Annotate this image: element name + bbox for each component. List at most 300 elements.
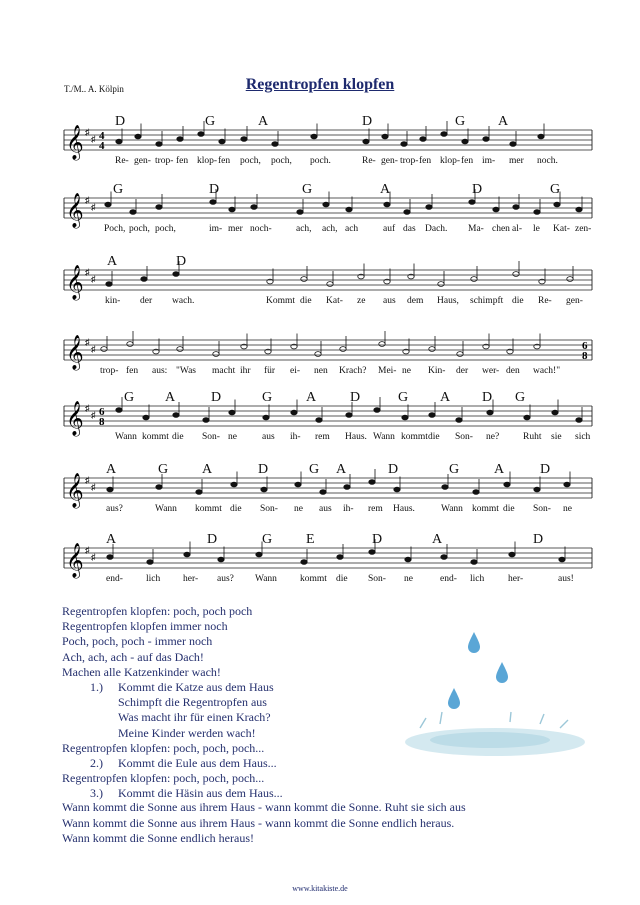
raindrops-puddle-illustration	[390, 620, 600, 770]
note-head	[340, 347, 346, 352]
lyric-syllable: Wann	[255, 574, 277, 584]
treble-clef-icon: 𝄞	[66, 265, 84, 300]
lyric-syllable: ne?	[486, 432, 500, 442]
lyric-syllable: ach	[345, 224, 359, 234]
chord-symbol: G	[262, 532, 273, 547]
note-head	[441, 132, 447, 137]
note-head	[251, 205, 257, 210]
note-head	[297, 210, 303, 215]
note-head	[513, 272, 519, 277]
raindrop-icon	[448, 688, 460, 709]
lyric-syllable: ne	[404, 574, 413, 584]
lyric-syllable: macht	[212, 366, 236, 376]
note-head	[147, 560, 153, 565]
lyric-syllable: auf	[383, 224, 396, 234]
lyric-syllable: aus:	[152, 366, 168, 376]
footer-verses	[62, 800, 466, 847]
note-head	[301, 277, 307, 282]
note-head	[344, 485, 350, 490]
chord-symbol: D	[176, 254, 187, 269]
lyric-syllable: Dach.	[425, 224, 448, 234]
lyric-syllable: lich	[470, 574, 485, 584]
note-head	[471, 277, 477, 282]
lyric-syllable: fen	[126, 366, 139, 376]
note-head	[404, 210, 410, 215]
sharp-icon: ♯	[85, 337, 90, 347]
note-head	[263, 415, 269, 420]
chord-symbol: D	[482, 390, 493, 405]
chord-symbol: A	[380, 182, 391, 197]
lyric-syllable: die	[512, 296, 524, 306]
lyric-syllable: Kin-	[428, 366, 446, 376]
chord-symbol: D	[540, 462, 551, 477]
note-head	[441, 555, 447, 560]
stanza-number: 2.)	[90, 756, 103, 771]
chord-symbol: D	[211, 390, 222, 405]
lyric-syllable: poch,	[271, 156, 292, 166]
chord-symbol: G	[449, 462, 460, 477]
note-head	[229, 207, 235, 212]
sharp-icon: ♯	[91, 202, 96, 212]
note-head	[107, 555, 113, 560]
note-head	[198, 132, 204, 137]
verses-block	[62, 604, 283, 802]
lyric-syllable: trop-	[100, 366, 119, 376]
lyric-syllable: Kat-	[553, 224, 570, 234]
note-head	[320, 490, 326, 495]
treble-clef-icon: 𝄞	[66, 473, 84, 508]
note-head	[402, 415, 408, 420]
chord-symbol: G	[124, 390, 135, 405]
note-head	[143, 415, 149, 420]
lyric-syllable: aus?	[217, 574, 234, 584]
chord-symbol: A	[440, 390, 451, 405]
note-head	[429, 347, 435, 352]
note-head	[559, 557, 565, 562]
lyric-syllable: aus!	[558, 574, 574, 584]
note-head	[469, 200, 475, 205]
note-head	[374, 408, 380, 413]
stanza-line: Schimpft die Regentropfen aus	[118, 695, 267, 710]
chord-symbol: A	[107, 254, 118, 269]
chord-symbol: G	[262, 390, 273, 405]
lyric-syllable: fen	[218, 156, 231, 166]
note-head	[513, 205, 519, 210]
note-head	[184, 552, 190, 557]
lyric-syllable: Kat-	[326, 296, 343, 306]
chord-symbol: A	[106, 462, 117, 477]
note-head	[363, 139, 369, 144]
treble-clef-icon: 𝄞	[66, 193, 84, 228]
lyric-syllable: aus	[383, 296, 396, 306]
note-head	[173, 272, 179, 277]
lyric-syllable: poch,	[240, 156, 261, 166]
lyric-syllable: aus?	[106, 504, 123, 514]
note-head	[394, 487, 400, 492]
chord-symbol: A	[432, 532, 443, 547]
chord-symbol: G	[515, 390, 526, 405]
lyric-syllable: "Was	[176, 366, 196, 376]
note-head	[457, 352, 463, 357]
raindrop-icon	[468, 632, 480, 653]
lyric-syllable: Krach?	[339, 366, 367, 376]
note-head	[552, 410, 558, 415]
lyric-syllable: kommt	[142, 432, 169, 442]
note-head	[554, 202, 560, 207]
note-head	[576, 207, 582, 212]
sharp-icon: ♯	[91, 482, 96, 492]
lyric-syllable: Haus.	[345, 432, 367, 442]
lyric-syllable: poch,	[129, 224, 150, 234]
lyric-syllable: fen	[461, 156, 474, 166]
sharp-icon: ♯	[91, 344, 96, 354]
footer-line: Wann kommt die Sonne aus ihrem Haus - wann kommt die Sonne. Ruht sie sich aus	[62, 800, 466, 814]
note-head	[316, 418, 322, 423]
chord-symbol: G	[302, 182, 313, 197]
lyric-syllable: Son-	[533, 504, 551, 514]
chord-symbol: G	[398, 390, 409, 405]
lyric-syllable: sie	[551, 432, 562, 442]
note-head	[487, 410, 493, 415]
note-head	[564, 482, 570, 487]
verse-line: Regentropfen klopfen: poch, poch poch	[62, 604, 253, 618]
chord-symbol: D	[362, 114, 373, 129]
lyric-syllable: klop-	[197, 156, 218, 166]
lyric-syllable: der	[456, 366, 469, 376]
verse-line: Ach, ach, ach - auf das Dach!	[62, 649, 204, 664]
chord-symbol: A	[202, 462, 213, 477]
note-head	[196, 490, 202, 495]
lyric-syllable: gen-	[566, 296, 583, 306]
lyric-syllable: die	[230, 504, 242, 514]
note-head	[177, 347, 183, 352]
lyric-syllable: im-	[209, 224, 223, 234]
sharp-icon: ♯	[85, 127, 90, 137]
stanza-line: Was macht ihr für einen Krach?	[118, 710, 271, 725]
lyric-syllable: ach,	[296, 224, 312, 234]
stanza-line: Meine Kinder werden wach!	[118, 725, 256, 740]
note-head	[438, 282, 444, 287]
lyric-syllable: ne	[294, 504, 303, 514]
lyric-syllable: Ma-	[468, 224, 484, 234]
note-head	[213, 352, 219, 357]
lyric-syllable: end-	[106, 574, 123, 584]
chord-symbol: D	[258, 462, 269, 477]
lyric-syllable: schimpft	[470, 296, 504, 306]
lyric-syllable: Wann	[441, 504, 463, 514]
note-head	[218, 557, 224, 562]
note-head	[256, 552, 262, 557]
note-head	[576, 418, 582, 423]
note-head	[524, 415, 530, 420]
note-head	[420, 137, 426, 142]
lyric-syllable: gen-	[381, 156, 398, 166]
lyric-syllable: Son-	[368, 574, 386, 584]
lyric-syllable: Son-	[455, 432, 473, 442]
lyric-syllable: die	[300, 296, 312, 306]
lyric-syllable: her-	[183, 574, 199, 584]
lyric-syllable: rem	[315, 432, 330, 442]
note-head	[456, 418, 462, 423]
raindrop-icon	[496, 662, 508, 683]
lyric-syllable: ne	[228, 432, 237, 442]
lyric-syllable: der	[140, 296, 153, 306]
note-head	[105, 202, 111, 207]
treble-clef-icon: 𝄞	[66, 543, 84, 578]
note-head	[327, 282, 333, 287]
footer-line: Wann kommt die Sonne aus ihrem Haus - wann kommt die Sonne endlich heraus.	[62, 815, 455, 830]
sharp-icon: ♯	[85, 267, 90, 277]
treble-clef-icon: 𝄞	[66, 401, 84, 436]
chord-symbol: D	[533, 532, 544, 547]
lyric-syllable: klop-	[440, 156, 461, 166]
lyric-syllable: Wann	[155, 504, 177, 514]
lyric-syllable: die	[428, 432, 440, 442]
note-head	[295, 482, 301, 487]
chord-symbol: D	[472, 182, 483, 197]
lyric-syllable: wer-	[482, 366, 500, 376]
lyric-syllable: mer	[228, 224, 243, 234]
treble-clef-icon: 𝄞	[66, 335, 84, 370]
note-head	[135, 134, 141, 139]
chord-symbol: A	[165, 390, 176, 405]
lyric-syllable: aus	[319, 504, 332, 514]
chord-symbol: D	[115, 114, 126, 129]
note-head	[323, 202, 329, 207]
note-head	[471, 560, 477, 565]
lyric-syllable: Haus,	[437, 296, 459, 306]
treble-clef-icon: 𝄞	[66, 125, 84, 160]
lyric-syllable: die	[503, 504, 515, 514]
note-head	[219, 139, 225, 144]
lyric-syllable: ihr	[240, 366, 251, 376]
lyric-syllable: kommt	[472, 504, 499, 514]
note-head	[156, 485, 162, 490]
chord-symbol: G	[455, 114, 466, 129]
lyric-syllable: aus	[262, 432, 275, 442]
note-head	[272, 142, 278, 147]
stanza-number: 1.)	[90, 680, 103, 695]
refrain-line: Regentropfen klopfen: poch, poch, poch...	[62, 740, 265, 755]
note-head	[346, 413, 352, 418]
note-head	[301, 560, 307, 565]
chord-symbol: G	[550, 182, 561, 197]
chord-symbol: D	[388, 462, 399, 477]
sharp-icon: ♯	[91, 410, 96, 420]
lyric-syllable: ne	[402, 366, 411, 376]
lyric-syllable: ze	[357, 296, 366, 306]
lyric-syllable: noch.	[537, 156, 558, 166]
note-head	[567, 277, 573, 282]
lyric-syllable: end-	[440, 574, 457, 584]
lyric-syllable: wach!"	[533, 366, 561, 376]
chord-symbol: G	[309, 462, 320, 477]
lyric-syllable: nen	[314, 366, 328, 376]
chord-symbol: A	[498, 114, 509, 129]
note-head	[473, 490, 479, 495]
lyric-syllable: le	[533, 224, 540, 234]
lyric-syllable: fen	[176, 156, 189, 166]
refrain-line: Regentropfen klopfen: poch, poch, poch...	[62, 771, 265, 786]
lyric-syllable: rem	[368, 504, 383, 514]
lyric-syllable: trop-	[155, 156, 174, 166]
lyric-syllable: her-	[508, 574, 524, 584]
lyric-syllable: dem	[407, 296, 424, 306]
chord-symbol: A	[494, 462, 505, 477]
lyric-syllable: Re-	[362, 156, 376, 166]
lyric-syllable: Wann	[115, 432, 137, 442]
sharp-icon: ♯	[85, 403, 90, 413]
chord-symbol: G	[113, 182, 124, 197]
note-head	[379, 342, 385, 347]
sharp-icon: ♯	[85, 545, 90, 555]
note-head	[405, 557, 411, 562]
verse-line: Regentropfen klopfen immer noch	[62, 619, 228, 634]
chord-symbol: G	[158, 462, 169, 477]
note-head	[442, 485, 448, 490]
note-head	[534, 487, 540, 492]
note-head	[116, 408, 122, 413]
verse-line: Poch, poch, poch - immer noch	[62, 634, 213, 649]
lyric-syllable: Kommt	[266, 296, 296, 306]
note-head	[346, 207, 352, 212]
chord-symbol: E	[306, 532, 315, 547]
note-head	[534, 210, 540, 215]
time-signature: 6	[99, 406, 105, 418]
note-head	[504, 482, 510, 487]
lyric-syllable: poch,	[155, 224, 176, 234]
note-head	[382, 134, 388, 139]
note-head	[538, 134, 544, 139]
stanza-line: 1.) Kommt die Katze aus dem Haus	[90, 680, 274, 695]
lyric-syllable: noch-	[250, 224, 272, 234]
lyric-syllable: fen	[419, 156, 432, 166]
note-head	[203, 418, 209, 423]
lyric-syllable: kommt	[401, 432, 428, 442]
lyric-syllable: Poch,	[104, 224, 126, 234]
lyric-syllable: Ruht	[523, 432, 542, 442]
lyric-syllable: al-	[512, 224, 523, 234]
lyric-syllable: Mei-	[378, 366, 397, 376]
sharp-icon: ♯	[85, 475, 90, 485]
note-head	[311, 134, 317, 139]
note-head	[141, 277, 147, 282]
note-head	[429, 413, 435, 418]
lyric-syllable: wach.	[172, 296, 195, 306]
chord-symbol: D	[209, 182, 220, 197]
author-credit: T./M.. A. Kölpin	[64, 84, 124, 94]
note-head	[426, 205, 432, 210]
chord-symbol: A	[106, 532, 117, 547]
chord-symbol: D	[350, 390, 361, 405]
chord-symbol: A	[306, 390, 317, 405]
note-head	[401, 142, 407, 147]
stanza-line: 3.) Kommt die Häsin aus dem Haus...	[90, 786, 283, 801]
note-head	[483, 137, 489, 142]
lyric-syllable: mer	[509, 156, 524, 166]
lyric-syllable: Haus.	[393, 504, 415, 514]
stanza-line: 2.) Kommt die Eule aus dem Haus...	[90, 756, 277, 771]
song-title: Regentropfen klopfen	[245, 76, 395, 93]
note-head	[369, 550, 375, 555]
time-signature: 8	[582, 350, 588, 362]
note-head	[384, 202, 390, 207]
lyric-syllable: Re-	[538, 296, 552, 306]
lyric-syllable: Son-	[202, 432, 220, 442]
lyric-syllable: kommt	[300, 574, 327, 584]
note-head	[229, 410, 235, 415]
chord-symbol: D	[372, 532, 383, 547]
lyric-syllable: den	[506, 366, 520, 376]
time-signature: 8	[99, 416, 105, 428]
note-head	[369, 480, 375, 485]
lyric-syllable: ach,	[322, 224, 338, 234]
puddle-icon	[405, 712, 585, 756]
note-head	[156, 205, 162, 210]
note-head	[156, 142, 162, 147]
chord-symbol: A	[336, 462, 347, 477]
lyric-syllable: sich	[575, 432, 591, 442]
lyric-syllable: ih-	[343, 504, 354, 514]
note-head	[509, 552, 515, 557]
lyric-syllable: ih-	[290, 432, 301, 442]
lyric-syllable: Son-	[260, 504, 278, 514]
note-head	[462, 139, 468, 144]
lyric-syllable: Wann	[373, 432, 395, 442]
note-head	[315, 352, 321, 357]
note-head	[510, 142, 516, 147]
lyric-syllable: chen	[492, 224, 510, 234]
note-head	[241, 137, 247, 142]
chord-symbol: A	[258, 114, 269, 129]
note-head	[116, 139, 122, 144]
lyric-syllable: für	[264, 366, 276, 376]
note-head	[493, 207, 499, 212]
note-head	[106, 282, 112, 287]
note-head	[127, 342, 133, 347]
lyric-syllable: Re-	[115, 156, 129, 166]
lyric-syllable: gen-	[134, 156, 151, 166]
lyric-syllable: ei-	[290, 366, 301, 376]
lyric-syllable: kin-	[105, 296, 121, 306]
note-head	[337, 555, 343, 560]
note-head	[107, 487, 113, 492]
note-head	[210, 200, 216, 205]
lyric-syllable: die	[172, 432, 184, 442]
verse-line: Machen alle Katzenkinder wach!	[62, 664, 221, 679]
lyric-syllable: kommt	[195, 504, 222, 514]
chord-symbol: G	[205, 114, 216, 129]
lyric-syllable: im-	[482, 156, 496, 166]
lyric-syllable: die	[336, 574, 348, 584]
sharp-icon: ♯	[91, 552, 96, 562]
note-head	[291, 410, 297, 415]
lyric-syllable: poch.	[310, 156, 331, 166]
note-head	[130, 210, 136, 215]
note-head	[261, 487, 267, 492]
stanza-number: 3.)	[90, 786, 103, 801]
chord-symbol: D	[207, 532, 218, 547]
lyric-syllable: trop-	[400, 156, 419, 166]
footer-line: Wann kommt die Sonne endlich heraus!	[62, 831, 254, 845]
time-signature: 6	[582, 340, 588, 352]
note-head	[177, 137, 183, 142]
lyric-syllable: ne	[563, 504, 572, 514]
lyric-syllable: zen-	[575, 224, 592, 234]
sharp-icon: ♯	[91, 134, 96, 144]
time-signature: 4	[99, 130, 105, 142]
note-head	[231, 482, 237, 487]
